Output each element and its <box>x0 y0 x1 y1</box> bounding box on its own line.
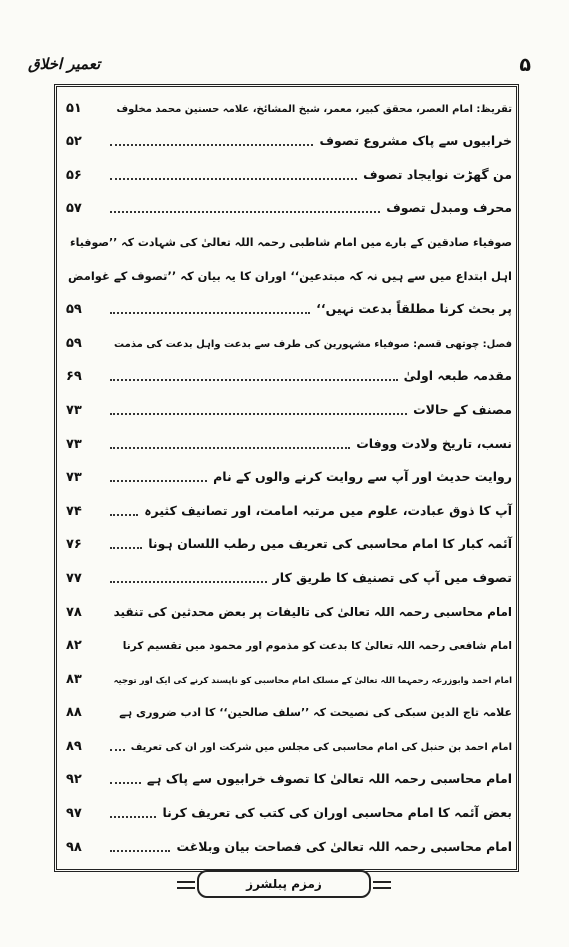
toc-page-number: ۷۳ <box>66 402 82 418</box>
toc-leader-dots <box>110 312 310 314</box>
toc-page-number: ۵۱ <box>66 100 82 116</box>
toc-entry-title: اہل ابتداع میں سے ہیں نہ کہ مبتدعین‘‘ اوران کا یہ بیان کہ ’’تصوف کے غوامض <box>68 268 512 283</box>
toc-page-number: ۵۲ <box>66 134 82 150</box>
toc-page-number: ۵۷ <box>66 201 82 217</box>
toc-entry <box>58 592 516 626</box>
toc-page-number: ۵۶ <box>66 167 82 183</box>
toc-page-number: ۸۸ <box>66 705 82 721</box>
toc-entry <box>58 256 516 290</box>
toc-page-number: ۸۳ <box>66 671 82 687</box>
toc-leader-dots <box>110 178 357 180</box>
page-header <box>0 0 569 80</box>
toc-entry <box>58 357 516 391</box>
toc-entry-title: آپ کا ذوق عبادت، علوم میں مرتبہ امامت، اور تصانیف کثیرہ <box>144 502 512 518</box>
toc-entry <box>58 793 516 827</box>
toc-entry-title: امام احمد وابوزرعہ رحمہما اللہ تعالیٰ کے مسلک امام محاسبی کو ناپسند کرنے کی ایک اور توجیہ <box>113 675 512 686</box>
toc-entry <box>58 122 516 156</box>
toc-entry-title: علامہ تاج الدین سبکی کی نصیحت کہ ’’سلف صالحین‘‘ کا ادب ضروری ہے <box>119 706 512 720</box>
toc-page-number: ۵۹ <box>66 302 82 318</box>
toc-leader-dots <box>110 514 138 516</box>
toc-entry <box>58 424 516 458</box>
toc-entry-title: فصل: چوتھی قسم: صوفیاء مشہورین کی طرف سے بدعت واہل بدعت کی مذمت <box>114 338 512 350</box>
toc-leader-dots <box>110 816 156 818</box>
toc-entry <box>58 525 516 559</box>
toc-entry <box>58 390 516 424</box>
book-title: تعمیر اخلاق <box>28 55 101 73</box>
toc-leader-dots <box>110 211 380 213</box>
toc-leader-dots <box>110 447 350 449</box>
toc-page-number: ۹۷ <box>66 806 82 822</box>
toc-entry <box>58 323 516 357</box>
toc-entry-title: امام احمد بن حنبل کی امام محاسبی کی مجلس میں شرکت اور ان کی تعریف <box>130 741 512 753</box>
toc-entry <box>58 760 516 794</box>
toc-leader-dots <box>110 480 207 482</box>
toc-page-number: ۶۹ <box>66 369 82 385</box>
toc-page-number: ۷۳ <box>66 436 82 452</box>
toc-page-number: ۷۸ <box>66 604 82 620</box>
toc-leader-dots <box>110 547 142 549</box>
toc-entry <box>58 155 516 189</box>
toc-entry-title: امام محاسبی رحمہ اللہ تعالیٰ کا تصوف خرابیوں سے پاک ہے <box>146 771 512 787</box>
toc-entry <box>58 693 516 727</box>
toc-entry-title: نسب، تاریخ ولادت ووفات <box>356 435 512 451</box>
toc-entry-title: من گھڑت نوایجاد تصوف <box>363 166 512 182</box>
toc-leader-dots <box>110 850 170 852</box>
toc-page-number: ۷۴ <box>66 503 82 519</box>
toc-entry-title: صوفیاء صادقین کے بارے میں امام شاطبی رحمہ اللہ تعالیٰ کی شہادت کہ ’’صوفیاء <box>70 235 512 249</box>
toc-page-number: ۸۲ <box>66 638 82 654</box>
toc-entry-title: مقدمہ طبعہ اولیٰ <box>403 368 512 384</box>
toc-entry <box>58 189 516 223</box>
toc-leader-dots <box>110 749 125 751</box>
toc-page-number: ۷۳ <box>66 470 82 486</box>
toc-entry-title: امام محاسبی رحمہ اللہ تعالیٰ کی فصاحت بیان وبلاغت <box>176 838 512 854</box>
toc-leader-dots <box>110 379 398 381</box>
toc-leader-dots <box>110 413 407 415</box>
toc-leader-dots <box>110 144 313 146</box>
toc-page-number: ۹۲ <box>66 772 82 788</box>
toc-entry-title: روایت حدیث اور آپ سے روایت کرنے والوں کے نام <box>213 469 512 485</box>
toc-entry-title: پر بحث کرنا مطلقاً بدعت نہیں‘‘ <box>316 301 512 317</box>
toc-entry <box>58 458 516 492</box>
toc-page-number: ۹۸ <box>66 839 82 855</box>
toc-page-number: ۷۷ <box>66 570 82 586</box>
toc-page-number: ۷۶ <box>66 537 82 553</box>
toc-entry-title: آئمہ کبار کا امام محاسبی کی تعریف میں رطب اللسان ہونا <box>148 536 512 552</box>
toc-entry <box>58 558 516 592</box>
toc-entry <box>58 491 516 525</box>
toc-entry-title: بعض آئمہ کا امام محاسبی اوران کی کتب کی تعریف کرنا <box>162 805 512 821</box>
toc-entry <box>58 290 516 324</box>
toc-entry-title: خرابیوں سے پاک مشروع تصوف <box>319 133 512 149</box>
publisher-name: زمزم پبلشرز <box>246 877 322 891</box>
toc-entry-title: امام شافعی رحمہ اللہ تعالیٰ کا بدعت کو مذموم اور محمود میں تقسیم کرنا <box>122 640 512 653</box>
toc-entry <box>58 726 516 760</box>
toc-entry-title: مصنف کے حالات <box>413 401 512 417</box>
toc-page-number: ۵۹ <box>66 335 82 351</box>
toc-entry <box>58 827 516 861</box>
publisher-ornament <box>197 870 371 898</box>
page-number: ۵ <box>519 54 531 76</box>
toc-entry <box>58 222 516 256</box>
toc-leader-dots <box>110 782 141 784</box>
toc-entry <box>58 626 516 660</box>
toc-entry-title: تقریظ: امام العصر، محقق کبیر، معمر، شیخ المشائخ، علامہ حسنین محمد مخلوف <box>116 103 512 115</box>
toc-page-number: ۸۹ <box>66 738 82 754</box>
toc-entry-title: امام محاسبی رحمہ اللہ تعالیٰ کی تالیفات پر بعض محدثین کی تنقید <box>113 604 512 619</box>
toc-entry <box>58 659 516 693</box>
table-of-contents <box>58 88 516 861</box>
toc-entry-title: تصوف میں آپ کی تصنیف کا طریق کار <box>272 569 512 585</box>
toc-entry-title: محرف ومبدل تصوف <box>386 200 512 216</box>
toc-leader-dots <box>110 581 267 583</box>
toc-entry <box>58 88 516 122</box>
